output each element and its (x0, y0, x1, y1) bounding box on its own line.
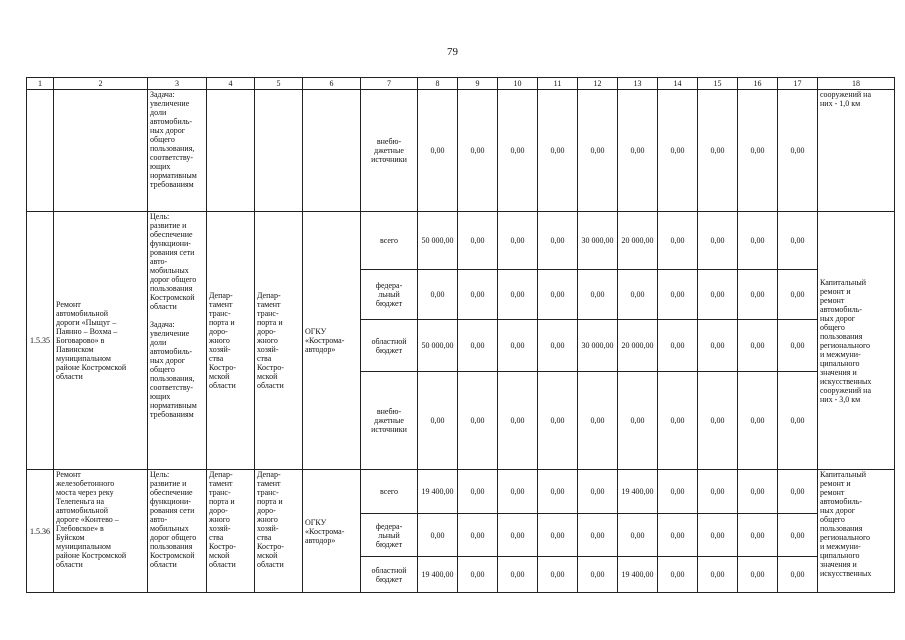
value-cell: 0,00 (578, 372, 618, 470)
column-header: 6 (303, 78, 361, 90)
value-cell: 0,00 (578, 470, 618, 514)
executor-cell: Депар- тамент транс- порта и доро- жного хозяй- ства Костро- мской области (207, 212, 255, 470)
value-cell: 0,00 (698, 514, 738, 557)
value-cell: 0,00 (658, 470, 698, 514)
contractor-cell: ОГКУ «Кострома- автодор» (303, 470, 361, 593)
funding-source-cell: областной бюджет (361, 557, 418, 593)
value-cell: 0,00 (658, 270, 698, 320)
co-executor-cell (255, 90, 303, 212)
goal-cell: Цель: развитие и обеспечение функциони- рования сети авто- мобильных дорог общего пользования Костромской области Задача: увеличение доли автомобиль- ных дорог общего пользования, соответству- ющих нормативным требованиям (148, 212, 207, 470)
column-header: 16 (738, 78, 778, 90)
value-cell: 0,00 (698, 470, 738, 514)
value-cell: 0,00 (418, 372, 458, 470)
value-cell: 0,00 (538, 514, 578, 557)
value-cell: 19 400,00 (418, 557, 458, 593)
value-cell: 0,00 (498, 212, 538, 270)
value-cell: 0,00 (738, 470, 778, 514)
column-header: 2 (54, 78, 148, 90)
contractor-cell (303, 90, 361, 212)
value-cell: 0,00 (458, 212, 498, 270)
value-cell: 0,00 (738, 90, 778, 212)
value-cell: 0,00 (778, 212, 818, 270)
value-cell: 0,00 (778, 470, 818, 514)
executor-cell (207, 90, 255, 212)
value-cell: 0,00 (658, 514, 698, 557)
value-cell: 19 400,00 (418, 470, 458, 514)
table-row (27, 470, 895, 514)
result-cell: Капитальный ремонт и ремонт автомобиль- ных дорог общего пользования регионального и межмуни- ципального значения и искусственных сооружений на них - 3,0 км (818, 212, 895, 470)
value-cell: 0,00 (498, 90, 538, 212)
value-cell: 0,00 (698, 320, 738, 372)
header-row (27, 78, 895, 90)
value-cell: 0,00 (738, 270, 778, 320)
value-cell: 0,00 (538, 270, 578, 320)
budget-table (26, 77, 895, 593)
value-cell: 0,00 (778, 90, 818, 212)
column-header: 10 (498, 78, 538, 90)
column-header: 18 (818, 78, 895, 90)
value-cell: 0,00 (458, 372, 498, 470)
value-cell: 30 000,00 (578, 212, 618, 270)
item-name-cell: Ремонт автомобильной дороги «Пыщуг – Паянно – Вохма – Боговарово» в Павинском муниципальном районе Костромской области (54, 212, 148, 470)
value-cell: 0,00 (578, 514, 618, 557)
column-header: 5 (255, 78, 303, 90)
column-header: 8 (418, 78, 458, 90)
funding-source-cell: областной бюджет (361, 320, 418, 372)
co-executor-cell: Депар- тамент транс- порта и доро- жного хозяй- ства Костро- мской области (255, 212, 303, 470)
value-cell: 0,00 (538, 557, 578, 593)
value-cell: 0,00 (578, 557, 618, 593)
value-cell: 30 000,00 (578, 320, 618, 372)
value-cell: 0,00 (738, 372, 778, 470)
value-cell: 0,00 (698, 90, 738, 212)
value-cell: 0,00 (538, 90, 578, 212)
value-cell: 0,00 (778, 270, 818, 320)
value-cell: 0,00 (618, 372, 658, 470)
value-cell: 0,00 (538, 212, 578, 270)
value-cell: 0,00 (538, 372, 578, 470)
funding-source-cell: федера- льный бюджет (361, 270, 418, 320)
goal-cell: Цель: развитие и обеспечение функциони- рования сети авто- мобильных дорог общего пользования Костромской области (148, 470, 207, 593)
column-header: 15 (698, 78, 738, 90)
value-cell: 0,00 (778, 320, 818, 372)
value-cell: 0,00 (738, 212, 778, 270)
value-cell: 0,00 (738, 320, 778, 372)
value-cell: 0,00 (498, 372, 538, 470)
value-cell: 0,00 (418, 270, 458, 320)
value-cell: 0,00 (498, 470, 538, 514)
column-header: 9 (458, 78, 498, 90)
value-cell: 0,00 (578, 90, 618, 212)
funding-source-cell: внебю- джетные источники (361, 90, 418, 212)
value-cell: 0,00 (418, 90, 458, 212)
column-header: 13 (618, 78, 658, 90)
executor-cell: Депар- тамент транс- порта и доро- жного хозяй- ства Костро- мской области (207, 470, 255, 593)
value-cell: 20 000,00 (618, 212, 658, 270)
column-header: 3 (148, 78, 207, 90)
goal-cell: Задача: увеличение доли автомобиль- ных дорог общего пользования, соответству- ющих нормативным требованиям (148, 90, 207, 212)
value-cell: 0,00 (738, 514, 778, 557)
value-cell: 0,00 (698, 270, 738, 320)
value-cell: 0,00 (458, 514, 498, 557)
item-number-cell (27, 90, 54, 212)
value-cell: 19 400,00 (618, 470, 658, 514)
value-cell: 0,00 (658, 557, 698, 593)
value-cell: 0,00 (458, 270, 498, 320)
value-cell: 0,00 (538, 320, 578, 372)
value-cell: 19 400,00 (618, 557, 658, 593)
value-cell: 0,00 (538, 470, 578, 514)
value-cell: 0,00 (418, 514, 458, 557)
value-cell: 0,00 (778, 557, 818, 593)
co-executor-cell: Депар- тамент транс- порта и доро- жного хозяй- ства Костро- мской области (255, 470, 303, 593)
column-header: 12 (578, 78, 618, 90)
item-number-cell: 1.5.36 (27, 470, 54, 593)
value-cell: 0,00 (698, 372, 738, 470)
column-header: 1 (27, 78, 54, 90)
value-cell: 0,00 (498, 514, 538, 557)
value-cell: 20 000,00 (618, 320, 658, 372)
value-cell: 0,00 (698, 212, 738, 270)
page-number: 79 (447, 46, 458, 58)
item-name-cell: Ремонт железобетонного моста через реку Телепеньга на автомобильной дороге «Контево – Глебовское» в Буйском муниципальном районе Костромской области (54, 470, 148, 593)
column-header: 11 (538, 78, 578, 90)
value-cell: 0,00 (658, 90, 698, 212)
result-cell: Капитальный ремонт и ремонт автомобиль- ных дорог общего пользования регионального и межмуни- ципального значения и искусственных (818, 470, 895, 593)
funding-source-cell: всего (361, 470, 418, 514)
result-cell: сооружений на них - 1,0 км (818, 90, 895, 212)
value-cell: 0,00 (658, 372, 698, 470)
table-row (27, 212, 895, 270)
value-cell: 50 000,00 (418, 212, 458, 270)
value-cell: 50 000,00 (418, 320, 458, 372)
value-cell: 0,00 (498, 557, 538, 593)
column-header: 7 (361, 78, 418, 90)
contractor-cell: ОГКУ «Кострома- автодор» (303, 212, 361, 470)
value-cell: 0,00 (618, 90, 658, 212)
column-header: 4 (207, 78, 255, 90)
table-row (27, 90, 895, 212)
value-cell: 0,00 (658, 212, 698, 270)
funding-source-cell: всего (361, 212, 418, 270)
funding-source-cell: внебю- джетные источники (361, 372, 418, 470)
column-header: 14 (658, 78, 698, 90)
value-cell: 0,00 (498, 270, 538, 320)
item-name-cell (54, 90, 148, 212)
value-cell: 0,00 (778, 514, 818, 557)
value-cell: 0,00 (458, 470, 498, 514)
value-cell: 0,00 (578, 270, 618, 320)
value-cell: 0,00 (618, 270, 658, 320)
column-header: 17 (778, 78, 818, 90)
value-cell: 0,00 (618, 514, 658, 557)
value-cell: 0,00 (458, 557, 498, 593)
funding-source-cell: федера- льный бюджет (361, 514, 418, 557)
value-cell: 0,00 (738, 557, 778, 593)
value-cell: 0,00 (698, 557, 738, 593)
value-cell: 0,00 (778, 372, 818, 470)
value-cell: 0,00 (498, 320, 538, 372)
value-cell: 0,00 (658, 320, 698, 372)
value-cell: 0,00 (458, 320, 498, 372)
value-cell: 0,00 (458, 90, 498, 212)
item-number-cell: 1.5.35 (27, 212, 54, 470)
